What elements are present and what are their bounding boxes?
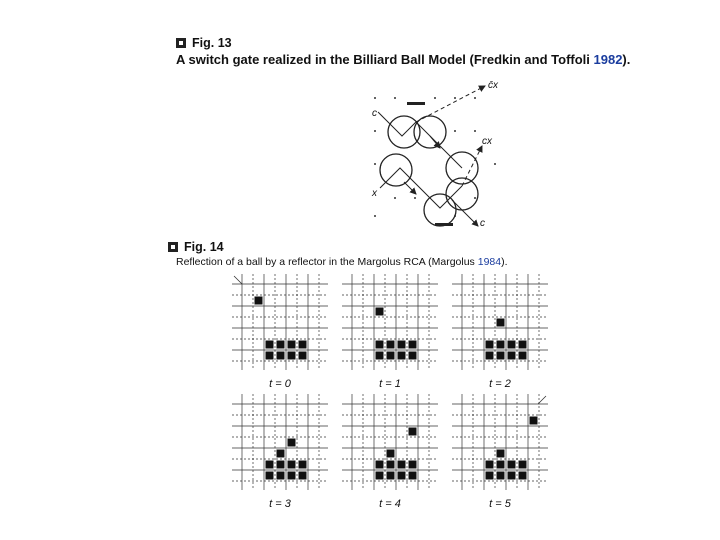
rca-panel-3 <box>232 394 328 490</box>
reflector-cell <box>398 341 406 349</box>
ball-cell <box>255 297 263 305</box>
panel-time-label: t = 2 <box>489 378 511 390</box>
ball-cell <box>530 417 538 425</box>
reflector-cell <box>497 450 505 458</box>
reflector-cell <box>299 341 307 349</box>
reflector-cell <box>299 472 307 480</box>
reflector-cell <box>387 450 395 458</box>
fig13-label <box>176 36 232 50</box>
rca-panel-0 <box>232 274 328 370</box>
figure-marker-icon <box>168 242 178 252</box>
reflector-cell <box>299 461 307 469</box>
reflector-cell <box>409 352 417 360</box>
reflector-cell <box>266 472 274 480</box>
ball-cell <box>288 439 296 447</box>
reflector-cell <box>508 352 516 360</box>
reflector-cell <box>266 461 274 469</box>
reflector-cell <box>277 461 285 469</box>
rca-panel-4 <box>342 394 438 490</box>
balls <box>380 116 478 226</box>
reflector-cell <box>398 461 406 469</box>
reflector-cell <box>376 461 384 469</box>
reflector-top <box>407 102 425 105</box>
reflector-cell <box>519 341 527 349</box>
reflector-cell <box>497 472 505 480</box>
reflector-cell <box>409 341 417 349</box>
panel-time-label: t = 1 <box>379 378 401 390</box>
switch-gate-diagram <box>340 76 520 236</box>
incoming-arrow-icon <box>234 276 242 284</box>
reflector-cell <box>387 341 395 349</box>
fig14-label <box>168 240 224 254</box>
reflector-cell <box>486 341 494 349</box>
fig14-caption: Reflection of a ball by a reflector in the Margolus RCA (Margolus 1984). <box>176 256 508 268</box>
reflector-cell <box>398 472 406 480</box>
trajectories <box>378 86 485 226</box>
reflector-cell <box>277 472 285 480</box>
reflector-cell <box>376 472 384 480</box>
rca-panel-5 <box>452 394 548 490</box>
reflector-cell <box>519 352 527 360</box>
label-cx: cx <box>482 136 492 147</box>
fig13-caption: A switch gate realized in the Billiard Ball Model (Fredkin and Toffoli 1982). <box>176 52 631 67</box>
figure-marker-icon <box>176 38 186 48</box>
reflector-cell <box>277 450 285 458</box>
label-c-out: c <box>480 218 485 229</box>
reflector-cell <box>387 461 395 469</box>
reflector-cell <box>277 352 285 360</box>
rca-panel-1 <box>342 274 438 370</box>
reflector-cell <box>497 352 505 360</box>
reflector-cell <box>486 461 494 469</box>
reflector-cell <box>277 341 285 349</box>
ball-cell <box>497 319 505 327</box>
reflector-cell <box>288 341 296 349</box>
rca-panel-2 <box>452 274 548 370</box>
reflector-cell <box>288 461 296 469</box>
reflector-cell <box>519 472 527 480</box>
fig13-label-text: Fig. 13 <box>192 36 232 50</box>
reflector-cell <box>376 352 384 360</box>
reflector-cell <box>387 472 395 480</box>
reflector-cell <box>486 472 494 480</box>
reflector-cell <box>409 472 417 480</box>
panel-time-label: t = 4 <box>379 498 401 510</box>
reflector-cell <box>266 341 274 349</box>
reflector-cell <box>508 461 516 469</box>
reflector-cell <box>376 341 384 349</box>
reflector-cell <box>299 352 307 360</box>
reflector-cell <box>497 341 505 349</box>
panel-time-label: t = 0 <box>269 378 291 390</box>
fig14-citation-link[interactable]: 1984 <box>477 256 502 268</box>
fig14-label-text: Fig. 14 <box>184 240 224 254</box>
label-cbar-x: c̄x <box>488 80 498 91</box>
reflector-cell <box>497 461 505 469</box>
reflector-cell <box>288 352 296 360</box>
reflector-cell <box>486 352 494 360</box>
reflector-cell <box>508 472 516 480</box>
ball-cell <box>409 428 417 436</box>
reflector-cell <box>288 472 296 480</box>
reflector-cell <box>409 461 417 469</box>
ball-cell <box>376 308 384 316</box>
reflector-cell <box>519 461 527 469</box>
panel-time-label: t = 5 <box>489 498 511 510</box>
label-c-in: c <box>372 108 377 119</box>
reflector-cell <box>266 352 274 360</box>
reflector-cell <box>398 352 406 360</box>
fig13-citation-link[interactable]: 1982 <box>593 52 623 67</box>
reflector-cell <box>508 341 516 349</box>
panel-time-label: t = 3 <box>269 498 291 510</box>
label-x-in: x <box>372 188 377 199</box>
reflector-cell <box>387 352 395 360</box>
